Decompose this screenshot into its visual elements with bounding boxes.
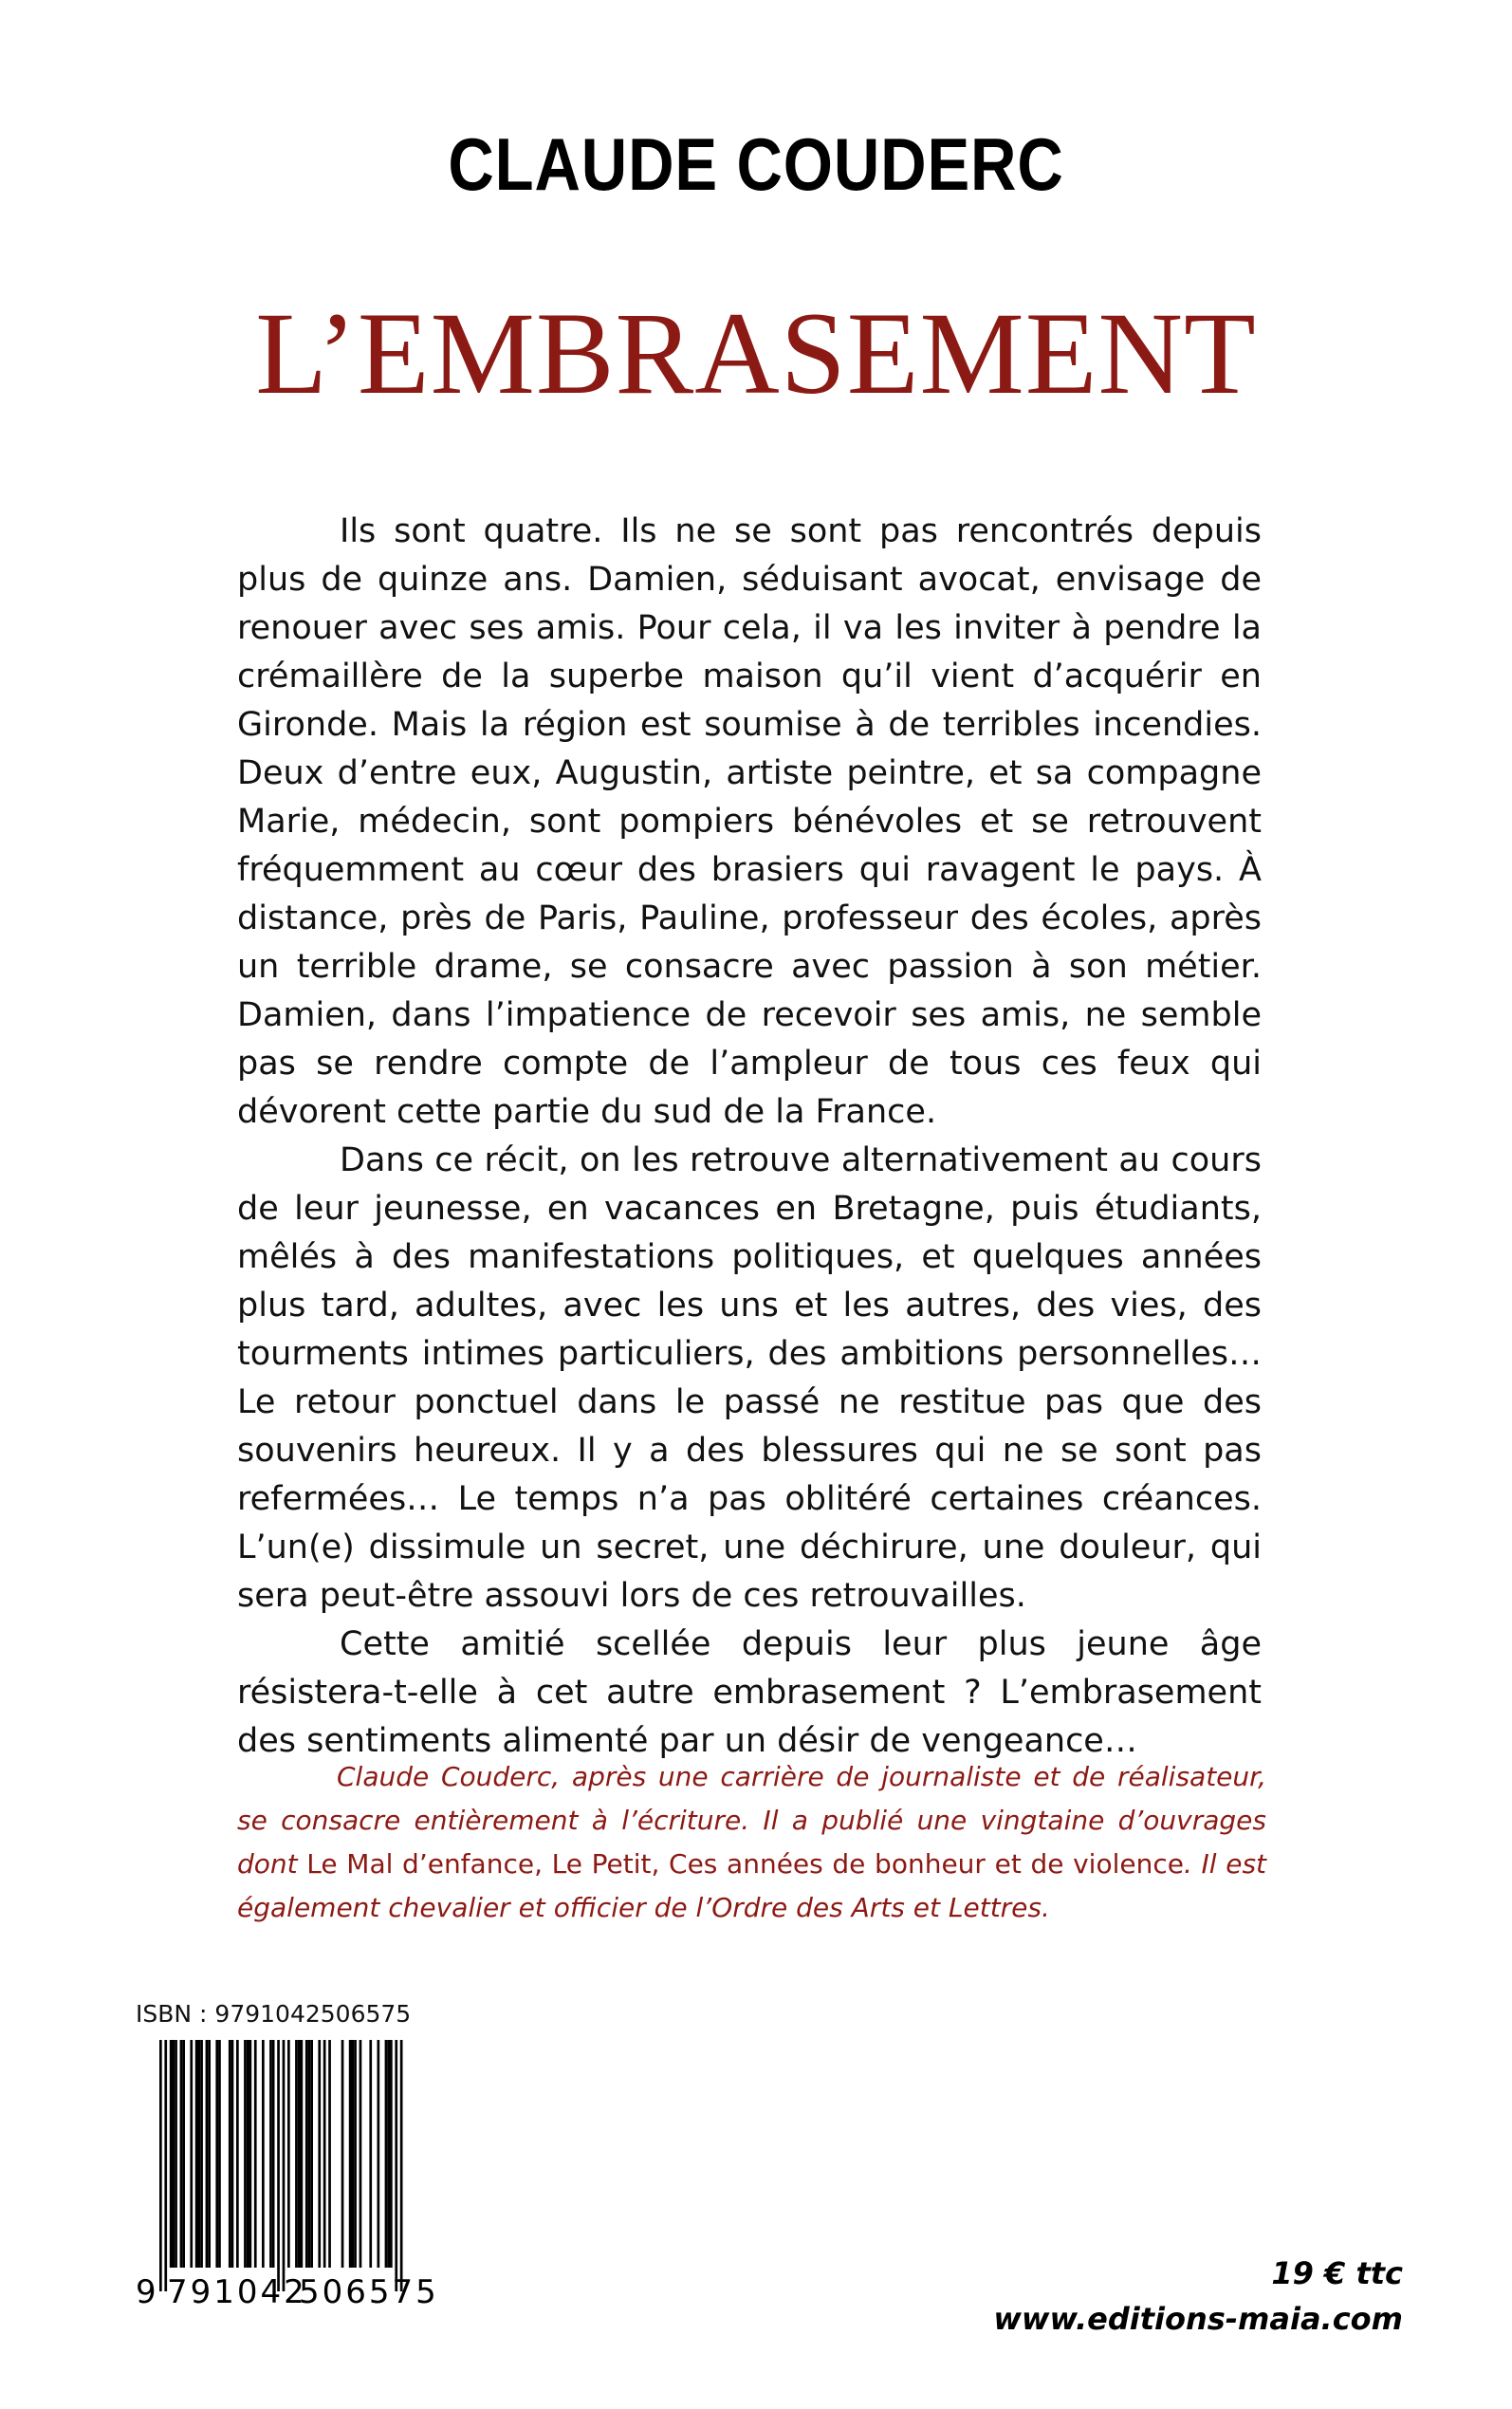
barcode-bar xyxy=(390,2040,393,2268)
synopsis-paragraph-3: Cette amitié scellée depuis leur plus jeune âge résistera-t-elle à cet autre embrasement ? L’embrasement des sentiments alimenté par un désir de vengeance… xyxy=(237,1625,1262,1760)
barcode-bar xyxy=(352,2040,355,2268)
barcode-bar xyxy=(308,2040,311,2268)
barcode-bar xyxy=(215,2040,218,2268)
barcode-bar xyxy=(200,2040,203,2268)
bio-text-end: . Il est également chevalier et officier de l’Ordre des Arts et Lettres. xyxy=(237,1848,1267,1923)
barcode-bar xyxy=(385,2040,388,2268)
author-name: CLAUDE COUDERC xyxy=(448,122,1064,206)
price: 19 € ttc xyxy=(1271,2255,1403,2291)
barcode-bar xyxy=(283,2040,286,2291)
barcode-bar xyxy=(159,2040,162,2291)
isbn-label: ISBN : 9791042506575 xyxy=(136,2000,412,2028)
barcode-bar xyxy=(369,2040,372,2268)
barcode xyxy=(136,2040,420,2306)
barcode-bar xyxy=(328,2040,331,2268)
barcode-bar xyxy=(395,2040,397,2291)
barcode-bar xyxy=(310,2040,313,2268)
barcode-bar xyxy=(360,2040,362,2268)
barcode-bar xyxy=(244,2040,247,2268)
barcode-digits-group2: 506575 xyxy=(299,2273,439,2311)
barcode-bar xyxy=(170,2040,173,2268)
barcode-bar xyxy=(254,2040,257,2268)
author-bio xyxy=(237,1755,1266,1930)
barcode-bar xyxy=(323,2040,326,2268)
barcode-digits xyxy=(136,2273,439,2330)
publisher-website: www.editions-maia.com xyxy=(993,2301,1403,2337)
barcode-bar xyxy=(378,2040,380,2268)
barcode-bar xyxy=(198,2040,201,2268)
barcode-bar xyxy=(247,2040,249,2268)
barcode-bar xyxy=(295,2040,298,2268)
barcode-bar xyxy=(387,2040,390,2268)
barcode-bar xyxy=(262,2040,265,2268)
barcode-bar xyxy=(175,2040,177,2268)
barcode-bar xyxy=(354,2040,357,2268)
barcode-bar xyxy=(208,2040,211,2268)
synopsis-paragraph-1: Ils sont quatre. Ils ne se sont pas rencontrés depuis plus de quinze ans. Damien, séduisant avocat, envisage de renouer avec ses amis. Pour cela, il va les inviter à pendre la crémaillère de la superbe maison qu’il vient d’acquérir en Gironde. Mais la région est soumise à de terribles incendies. Deux d’entre eux, Augustin, artiste peintre, et sa compagne Marie, médecin, sont pompiers bénévoles et se retrouvent fréquemment au cœur des brasiers qui ravagent le pays. À distance, près de Paris, Pauline, professeur des écoles, après un terrible drame, se consacre avec passion à son métier. Damien, dans l’impatience de recevoir ses amis, ne semble pas se rendre compte de l’ampleur de tous ces feux qui dévorent cette partie du sud de la France. xyxy=(237,512,1262,1131)
barcode-bar xyxy=(301,2040,304,2268)
barcode-digits-group1: 791042 xyxy=(167,2273,307,2311)
barcode-bar xyxy=(349,2040,352,2268)
barcode-digit-first: 9 xyxy=(136,2273,157,2311)
barcode-bar xyxy=(229,2040,231,2268)
synopsis xyxy=(237,508,1262,1766)
barcode-bar xyxy=(182,2040,185,2268)
barcode-bar xyxy=(272,2040,275,2268)
bio-book-titles: Le Mal d’enfance, Le Petit, Ces années de bonheur et de violence xyxy=(306,1848,1184,1880)
barcode-bar xyxy=(236,2040,239,2268)
bio-text-start: Claude Couderc, après une carrière de journaliste et de réalisateur, se consacre entièrement à l’écriture. Il a publié une vingtaine d’ouvrages dont xyxy=(237,1761,1266,1880)
barcode-bar xyxy=(287,2040,290,2268)
barcode-bar xyxy=(190,2040,193,2268)
barcode-bar xyxy=(249,2040,252,2268)
barcode-bar xyxy=(180,2040,183,2268)
barcode-bar xyxy=(218,2040,221,2268)
synopsis-paragraph-2: Dans ce récit, on les retrouve alternativement au cours de leur jeunesse, en vacances en Bretagne, puis étudiants, mêlés à des manifestations politiques, et quelques années plus tard, adultes, avec les uns et les autres, des vies, des tourments intimes particuliers, des ambitions personnelles… Le retour ponctuel dans le passé ne restitue pas que des souvenirs heureux. Il y a des blessures qui ne se sont pas refermées… Le temps n’a pas oblitéré certaines créances. L’un(e) dissimule un secret, une déchirure, une douleur, qui sera peut-être assouvi lors de ces retrouvailles. xyxy=(237,1141,1262,1615)
barcode-bar xyxy=(305,2040,308,2268)
barcode-bar xyxy=(318,2040,321,2268)
barcode-bar xyxy=(400,2040,403,2291)
barcode-bar xyxy=(298,2040,301,2268)
barcode-bars xyxy=(136,2040,420,2306)
barcode-bar xyxy=(341,2040,344,2268)
barcode-bar xyxy=(173,2040,175,2268)
barcode-bar xyxy=(164,2040,167,2291)
barcode-bar xyxy=(206,2040,209,2268)
barcode-bar xyxy=(277,2040,280,2291)
barcode-bar xyxy=(231,2040,234,2268)
barcode-bar xyxy=(269,2040,272,2268)
barcode-bar xyxy=(195,2040,198,2268)
book-title: L’EMBRASEMENT xyxy=(255,288,1257,418)
